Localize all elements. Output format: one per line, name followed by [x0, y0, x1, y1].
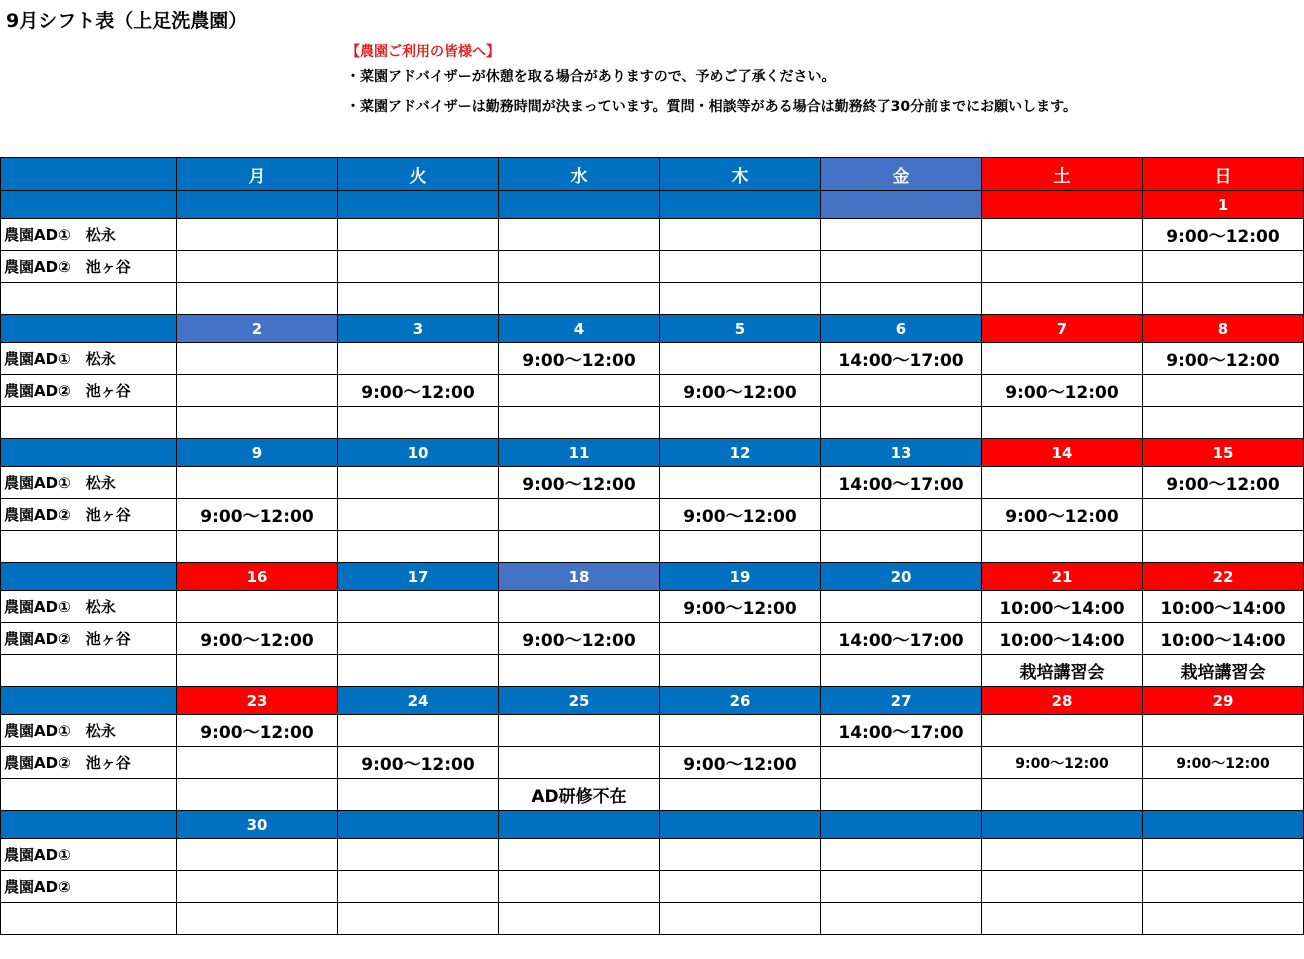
staff-row: [1, 747, 1304, 779]
shift-cell: [177, 903, 338, 935]
shift-cell: [177, 283, 338, 315]
shift-cell: [338, 839, 499, 871]
shift-cell: 9:00～12:00: [177, 715, 338, 747]
date-cell: 7: [982, 315, 1143, 343]
date-cell: [982, 191, 1143, 219]
shift-cell: 9:00～12:00: [499, 343, 660, 375]
shift-cell: 9:00～12:00: [1143, 747, 1304, 779]
shift-table: [0, 157, 1304, 935]
staff-label-cell: 農園AD① 松永: [1, 219, 177, 251]
shift-cell: [499, 251, 660, 283]
shift-cell: [660, 871, 821, 903]
date-cell: [821, 811, 982, 839]
date-row-label-cell: [1, 811, 177, 839]
shift-cell: [338, 903, 499, 935]
shift-cell: [338, 715, 499, 747]
shift-cell: [177, 219, 338, 251]
shift-cell: [982, 219, 1143, 251]
shift-cell: [660, 283, 821, 315]
shift-cell: [338, 779, 499, 811]
date-cell: 5: [660, 315, 821, 343]
date-cell: 25: [499, 687, 660, 715]
staff-label-cell: 農園AD① 松永: [1, 343, 177, 375]
shift-cell: [660, 903, 821, 935]
shift-cell: [338, 655, 499, 687]
shift-cell: [177, 343, 338, 375]
staff-label-cell: 農園AD② 池ヶ谷: [1, 623, 177, 655]
date-cell: 18: [499, 563, 660, 591]
date-cell: [177, 191, 338, 219]
shift-cell: [821, 375, 982, 407]
shift-cell: 10:00～14:00: [982, 623, 1143, 655]
date-cell: [499, 811, 660, 839]
staff-row: [1, 591, 1304, 623]
staff-label-cell: 農園AD① 松永: [1, 591, 177, 623]
date-cell: 24: [338, 687, 499, 715]
shift-cell: [660, 407, 821, 439]
date-cell: 11: [499, 439, 660, 467]
staff-row: [1, 871, 1304, 903]
weekday-header-cell: 水: [499, 158, 660, 191]
notice-line: ・菜園アドバイザーが休憩を取る場合がありますので、予めご了承ください。: [346, 69, 836, 85]
staff-row: [1, 715, 1304, 747]
shift-cell: 14:00～17:00: [821, 343, 982, 375]
weekday-header-cell: 木: [660, 158, 821, 191]
shift-cell: [177, 839, 338, 871]
shift-cell: [982, 839, 1143, 871]
shift-cell: [499, 747, 660, 779]
date-cell: 22: [1143, 563, 1304, 591]
shift-cell: [982, 467, 1143, 499]
notice-block: [346, 42, 1077, 122]
shift-cell: [338, 219, 499, 251]
staff-row: [1, 375, 1304, 407]
shift-cell: [821, 655, 982, 687]
shift-cell: [499, 871, 660, 903]
staff-label-cell: 農園AD② 池ヶ谷: [1, 747, 177, 779]
shift-cell: [660, 467, 821, 499]
date-cell: [660, 191, 821, 219]
staff-label-cell: [1, 779, 177, 811]
shift-cell: [821, 219, 982, 251]
shift-cell: [982, 251, 1143, 283]
shift-cell: 10:00～14:00: [982, 591, 1143, 623]
staff-row: [1, 779, 1304, 811]
shift-cell: [660, 715, 821, 747]
shift-cell: 9:00～12:00: [1143, 467, 1304, 499]
shift-cell: [177, 375, 338, 407]
shift-cell: [1143, 839, 1304, 871]
date-cell: 14: [982, 439, 1143, 467]
shift-cell: 9:00～12:00: [177, 499, 338, 531]
shift-cell: [499, 407, 660, 439]
shift-cell: [660, 531, 821, 563]
shift-cell: [1143, 499, 1304, 531]
weekday-header-row: [1, 158, 1304, 191]
shift-cell: [177, 407, 338, 439]
date-cell: [821, 191, 982, 219]
date-cell: 3: [338, 315, 499, 343]
shift-cell: [499, 531, 660, 563]
shift-cell: 10:00～14:00: [1143, 591, 1304, 623]
date-cell: 2: [177, 315, 338, 343]
shift-cell: 14:00～17:00: [821, 715, 982, 747]
shift-cell: [177, 531, 338, 563]
shift-cell: [177, 779, 338, 811]
date-cell: [338, 811, 499, 839]
staff-label-cell: 農園AD② 池ヶ谷: [1, 375, 177, 407]
shift-cell: [499, 283, 660, 315]
shift-cell: 栽培講習会: [982, 655, 1143, 687]
shift-cell: 9:00～12:00: [660, 591, 821, 623]
shift-cell: 14:00～17:00: [821, 623, 982, 655]
date-cell: [499, 191, 660, 219]
shift-cell: 9:00～12:00: [982, 747, 1143, 779]
shift-cell: 9:00～12:00: [177, 623, 338, 655]
shift-cell: [338, 531, 499, 563]
week-date-row: [1, 563, 1304, 591]
shift-cell: [821, 903, 982, 935]
shift-cell: [499, 375, 660, 407]
date-cell: [982, 811, 1143, 839]
week-date-row: [1, 191, 1304, 219]
date-cell: 17: [338, 563, 499, 591]
shift-cell: [177, 747, 338, 779]
staff-row: [1, 531, 1304, 563]
weekday-header-cell: 金: [821, 158, 982, 191]
staff-label-cell: 農園AD② 池ヶ谷: [1, 251, 177, 283]
date-cell: 20: [821, 563, 982, 591]
shift-cell: [499, 219, 660, 251]
shift-cell: [1143, 251, 1304, 283]
staff-label-cell: 農園AD① 松永: [1, 715, 177, 747]
shift-cell: [660, 623, 821, 655]
date-cell: 19: [660, 563, 821, 591]
shift-cell: [499, 839, 660, 871]
weekday-header-cell: 土: [982, 158, 1143, 191]
date-cell: 12: [660, 439, 821, 467]
shift-cell: 10:00～14:00: [1143, 623, 1304, 655]
shift-cell: [499, 499, 660, 531]
shift-cell: [338, 467, 499, 499]
shift-cell: [821, 251, 982, 283]
staff-label-cell: [1, 407, 177, 439]
date-cell: 26: [660, 687, 821, 715]
shift-cell: [982, 903, 1143, 935]
shift-cell: [338, 407, 499, 439]
staff-row: [1, 219, 1304, 251]
shift-cell: [660, 251, 821, 283]
shift-cell: [660, 343, 821, 375]
date-cell: 23: [177, 687, 338, 715]
staff-label-cell: 農園AD②: [1, 871, 177, 903]
staff-label-cell: [1, 283, 177, 315]
date-row-label-cell: [1, 191, 177, 219]
staff-label-cell: [1, 655, 177, 687]
shift-cell: [821, 499, 982, 531]
date-cell: 10: [338, 439, 499, 467]
week-date-row: [1, 315, 1304, 343]
shift-cell: 9:00～12:00: [982, 375, 1143, 407]
shift-cell: [982, 283, 1143, 315]
staff-row: [1, 283, 1304, 315]
shift-cell: [1143, 375, 1304, 407]
shift-cell: 9:00～12:00: [1143, 219, 1304, 251]
shift-cell: [821, 591, 982, 623]
shift-cell: [982, 407, 1143, 439]
shift-cell: [338, 499, 499, 531]
notice-line: ・菜園アドバイザーは勤務時間が決まっています。質問・相談等がある場合は勤務終了30分前までにお願いします。: [346, 99, 1077, 115]
shift-cell: [338, 343, 499, 375]
staff-row: [1, 499, 1304, 531]
shift-cell: [1143, 779, 1304, 811]
shift-cell: [1143, 407, 1304, 439]
date-cell: 28: [982, 687, 1143, 715]
shift-cell: [1143, 871, 1304, 903]
shift-cell: [338, 623, 499, 655]
weekday-header-cell: 火: [338, 158, 499, 191]
page-title: 9月シフト表（上足洗農園）: [6, 10, 248, 32]
shift-cell: 9:00～12:00: [499, 623, 660, 655]
date-cell: [338, 191, 499, 219]
shift-cell: [821, 283, 982, 315]
date-cell: 1: [1143, 191, 1304, 219]
staff-label-cell: [1, 531, 177, 563]
header-corner-cell: [1, 158, 177, 191]
date-cell: 21: [982, 563, 1143, 591]
shift-cell: [499, 655, 660, 687]
shift-cell: 9:00～12:00: [1143, 343, 1304, 375]
shift-cell: 9:00～12:00: [660, 747, 821, 779]
date-cell: [660, 811, 821, 839]
shift-cell: [499, 591, 660, 623]
staff-row: [1, 839, 1304, 871]
staff-label-cell: 農園AD① 松永: [1, 467, 177, 499]
shift-cell: 9:00～12:00: [982, 499, 1143, 531]
shift-cell: [982, 715, 1143, 747]
staff-row: [1, 343, 1304, 375]
shift-cell: 栽培講習会: [1143, 655, 1304, 687]
week-date-row: [1, 811, 1304, 839]
shift-cell: [338, 871, 499, 903]
shift-cell: 9:00～12:00: [499, 467, 660, 499]
shift-cell: [821, 871, 982, 903]
week-date-row: [1, 439, 1304, 467]
shift-cell: [1143, 715, 1304, 747]
shift-cell: 9:00～12:00: [338, 375, 499, 407]
staff-label-cell: 農園AD② 池ヶ谷: [1, 499, 177, 531]
date-cell: 4: [499, 315, 660, 343]
shift-cell: [660, 655, 821, 687]
staff-row: [1, 655, 1304, 687]
weekday-header-cell: 月: [177, 158, 338, 191]
shift-cell: [499, 715, 660, 747]
shift-cell: [821, 779, 982, 811]
shift-cell: 9:00～12:00: [338, 747, 499, 779]
shift-cell: [982, 871, 1143, 903]
date-cell: 6: [821, 315, 982, 343]
staff-row: [1, 623, 1304, 655]
shift-cell: [177, 655, 338, 687]
shift-cell: [660, 839, 821, 871]
staff-row: [1, 467, 1304, 499]
shift-cell: [177, 591, 338, 623]
shift-cell: [177, 467, 338, 499]
date-cell: 13: [821, 439, 982, 467]
date-cell: 9: [177, 439, 338, 467]
week-date-row: [1, 687, 1304, 715]
shift-cell: [821, 747, 982, 779]
staff-label-cell: 農園AD①: [1, 839, 177, 871]
shift-cell: [338, 251, 499, 283]
date-cell: 29: [1143, 687, 1304, 715]
weekday-header-cell: 日: [1143, 158, 1304, 191]
shift-cell: [177, 251, 338, 283]
shift-cell: [1143, 903, 1304, 935]
shift-cell: [338, 591, 499, 623]
shift-cell: [821, 839, 982, 871]
notice-heading: 【農園ご利用の皆様へ】: [346, 44, 500, 60]
date-cell: 27: [821, 687, 982, 715]
date-row-label-cell: [1, 439, 177, 467]
shift-cell: [1143, 531, 1304, 563]
shift-cell: [499, 903, 660, 935]
shift-cell: [821, 531, 982, 563]
date-row-label-cell: [1, 687, 177, 715]
date-row-label-cell: [1, 315, 177, 343]
staff-row: [1, 407, 1304, 439]
staff-label-cell: [1, 903, 177, 935]
shift-cell: [660, 219, 821, 251]
staff-row: [1, 251, 1304, 283]
date-cell: 16: [177, 563, 338, 591]
shift-cell: [821, 407, 982, 439]
shift-cell: [982, 531, 1143, 563]
shift-cell: 14:00～17:00: [821, 467, 982, 499]
shift-cell: [177, 871, 338, 903]
date-cell: 8: [1143, 315, 1304, 343]
shift-cell: [1143, 283, 1304, 315]
date-cell: 15: [1143, 439, 1304, 467]
shift-cell: [338, 283, 499, 315]
date-cell: [1143, 811, 1304, 839]
shift-cell: [982, 343, 1143, 375]
date-row-label-cell: [1, 563, 177, 591]
staff-row: [1, 903, 1304, 935]
shift-cell: AD研修不在: [499, 779, 660, 811]
shift-cell: 9:00～12:00: [660, 499, 821, 531]
shift-cell: [982, 779, 1143, 811]
shift-cell: [660, 779, 821, 811]
date-cell: 30: [177, 811, 338, 839]
shift-cell: 9:00～12:00: [660, 375, 821, 407]
